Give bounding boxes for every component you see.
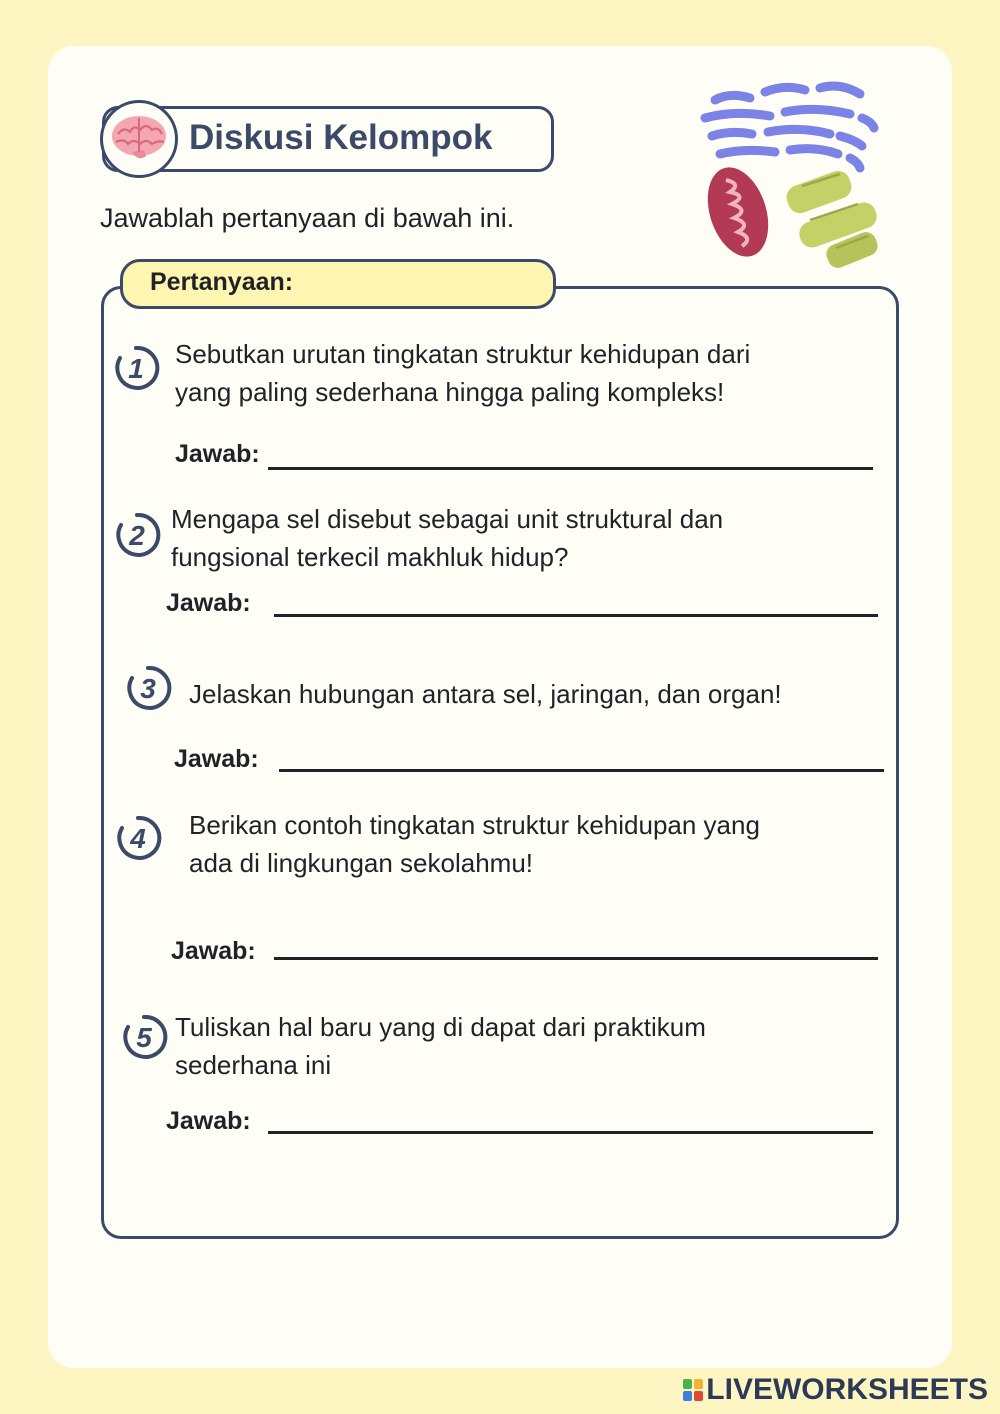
liveworksheets-logo-icon — [683, 1379, 703, 1401]
question-5-text — [175, 1008, 706, 1084]
question-number: 4 — [130, 823, 146, 854]
question-number: 5 — [136, 1022, 152, 1053]
number-1-icon — [112, 344, 160, 392]
endoplasmic-reticulum-icon — [705, 86, 874, 168]
question-line: Sebutkan urutan tingkatan struktur kehidupan dari — [175, 339, 751, 369]
answer-4-label: Jawab: — [171, 937, 256, 965]
number-5-icon — [120, 1013, 168, 1061]
number-4-icon — [114, 814, 162, 862]
question-line: Berikan contoh tingkatan struktur kehidupan yang — [189, 810, 760, 840]
golgi-rods-icon — [783, 168, 880, 270]
questions-label: Pertanyaan: — [150, 268, 294, 296]
question-line: Jelaskan hubungan antara sel, jaringan, dan organ! — [189, 679, 782, 709]
brand-name: LIVEWORKSHEETS — [706, 1373, 988, 1406]
answer-5-field[interactable] — [268, 1131, 873, 1134]
liveworksheets-brand[interactable] — [683, 1372, 988, 1408]
question-line: yang paling sederhana hingga paling kompleks! — [175, 377, 725, 407]
page-title: Diskusi Kelompok — [189, 118, 493, 157]
question-number: 3 — [140, 673, 156, 704]
question-4-text — [189, 806, 760, 882]
question-number: 1 — [128, 353, 144, 384]
mitochondrion-icon — [697, 160, 779, 265]
question-number: 2 — [129, 520, 145, 551]
answer-1-label: Jawab: — [175, 440, 260, 468]
answer-2-label: Jawab: — [166, 589, 251, 617]
instruction-text: Jawablah pertanyaan di bawah ini. — [100, 203, 515, 233]
number-3-icon — [124, 664, 172, 712]
question-line: Tuliskan hal baru yang di dapat dari praktikum — [175, 1012, 706, 1042]
answer-5-label: Jawab: — [166, 1107, 251, 1135]
organelles-illustration — [690, 70, 890, 270]
question-line: sederhana ini — [175, 1050, 332, 1080]
answer-3-field[interactable] — [279, 769, 884, 772]
number-2-icon — [113, 511, 161, 559]
brain-icon — [108, 112, 170, 166]
question-line: ada di lingkungan sekolahmu! — [189, 848, 534, 878]
answer-3-label: Jawab: — [174, 745, 259, 773]
question-2-text — [171, 500, 723, 576]
question-1-text — [175, 335, 750, 411]
question-line: Mengapa sel disebut sebagai unit struktural dan — [171, 504, 724, 534]
question-line: fungsional terkecil makhluk hidup? — [171, 542, 569, 572]
answer-1-field[interactable] — [268, 467, 873, 470]
answer-2-field[interactable] — [274, 614, 878, 617]
question-3-text — [189, 675, 782, 713]
answer-4-field[interactable] — [274, 957, 878, 960]
